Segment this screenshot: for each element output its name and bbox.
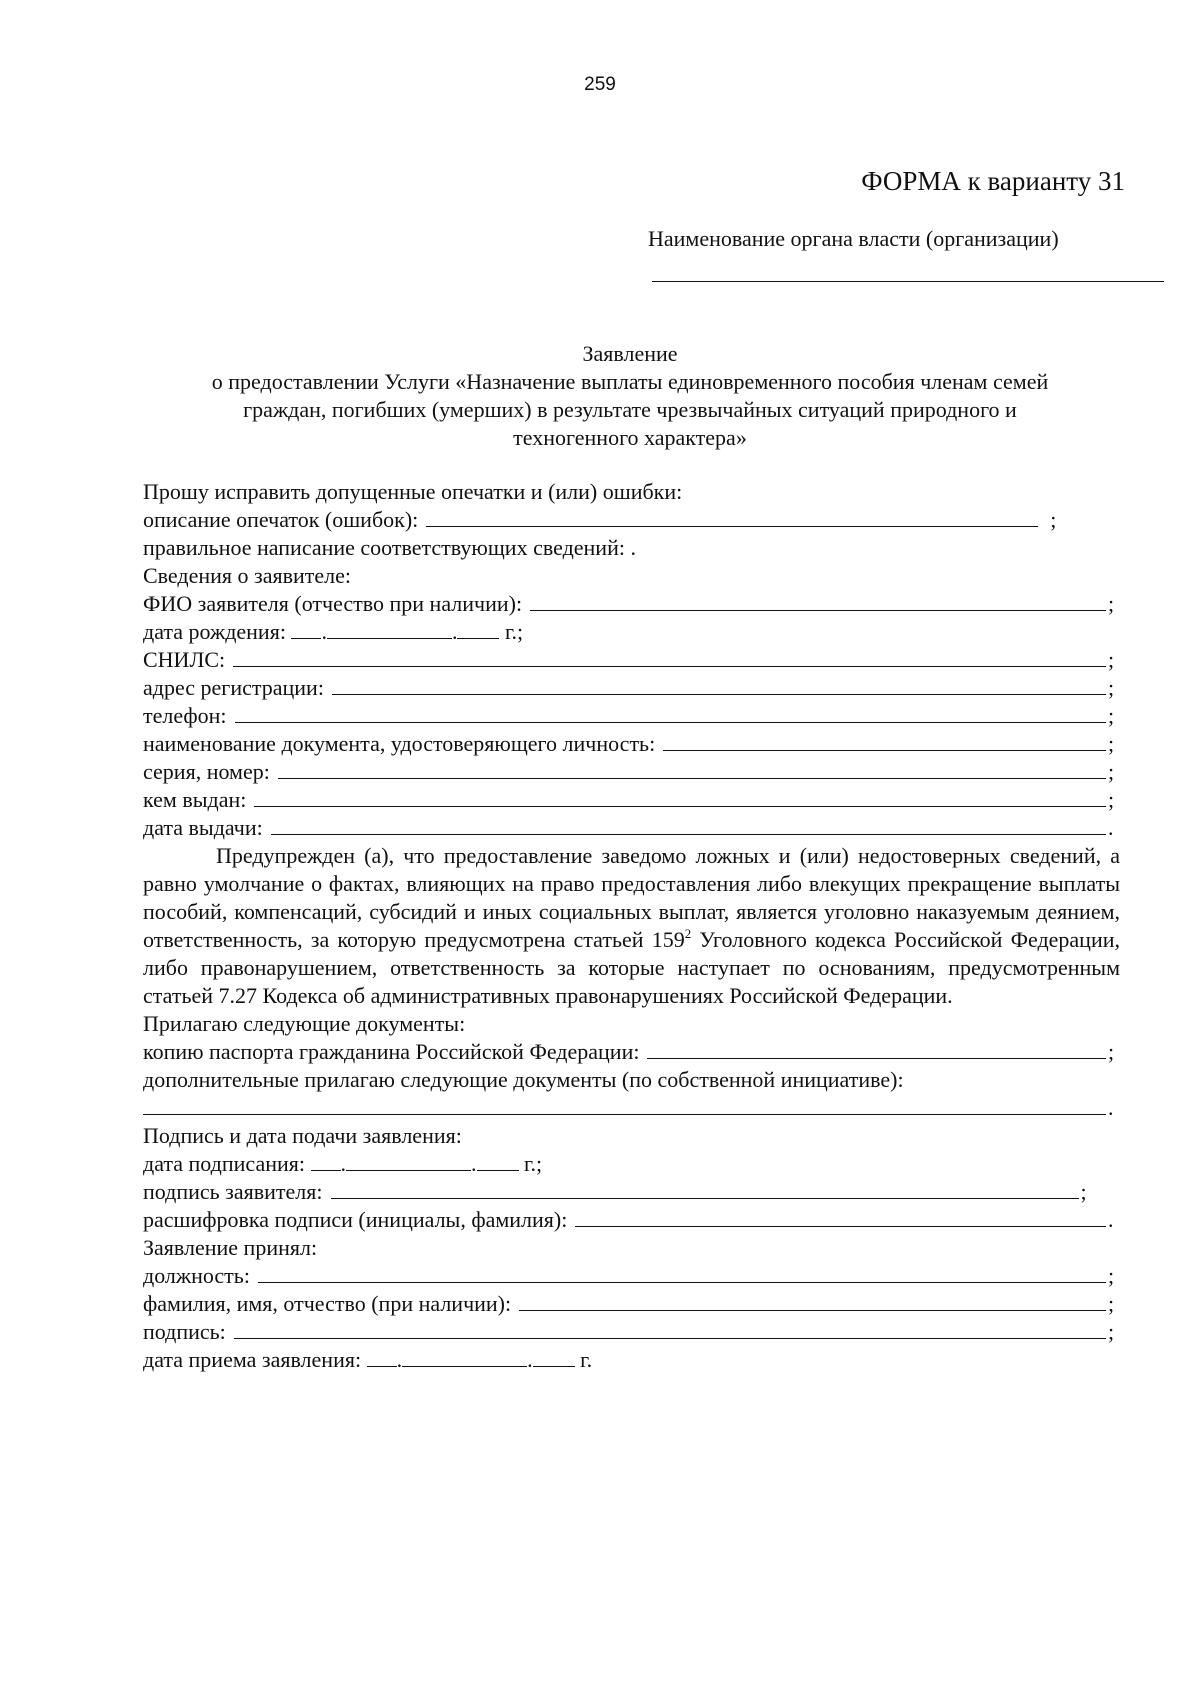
accept-month-field[interactable] bbox=[402, 1346, 527, 1367]
issued-by-row: кем выдан: ; bbox=[143, 787, 1115, 812]
correct-line: правильное написание соответствующих сведений: . bbox=[143, 535, 636, 560]
address-field[interactable] bbox=[332, 674, 1106, 695]
issued-by-field[interactable] bbox=[254, 786, 1106, 807]
phone-label: телефон: bbox=[143, 703, 227, 728]
doc-name-label: наименование документа, удостоверяющего личность: bbox=[143, 731, 656, 756]
birth-date-row: дата рождения: . . г.; bbox=[143, 619, 524, 644]
issue-date-label: дата выдачи: bbox=[143, 815, 263, 840]
sign-year-field[interactable] bbox=[477, 1150, 519, 1171]
sign-decode-row: расшифровка подписи (инициалы, фамилия): . bbox=[143, 1207, 1114, 1232]
fio-label: ФИО заявителя (отчество при наличии): bbox=[143, 591, 523, 616]
attach-heading: Прилагаю следующие документы: bbox=[143, 1011, 466, 1036]
address-label: адрес регистрации: bbox=[143, 675, 324, 700]
passport-copy-row: копию паспорта гражданина Российской Федерации: ; bbox=[143, 1039, 1115, 1064]
snils-field[interactable] bbox=[233, 646, 1106, 667]
applicant-sign-field[interactable] bbox=[331, 1178, 1079, 1199]
applicant-sign-label: подпись заявителя: bbox=[143, 1179, 323, 1204]
typo-desc-field[interactable] bbox=[426, 506, 1038, 527]
phone-row: телефон: ; bbox=[143, 703, 1115, 728]
form-body bbox=[143, 478, 1120, 1374]
accept-date-label: дата приема заявления: bbox=[143, 1347, 362, 1372]
full-name-label: фамилия, имя, отчество (при наличии): bbox=[143, 1291, 512, 1316]
signature-label: подпись: bbox=[143, 1319, 226, 1344]
sign-month-field[interactable] bbox=[346, 1150, 471, 1171]
additional-docs-field[interactable] bbox=[143, 1094, 1106, 1115]
typo-desc-label: описание опечаток (ошибок): bbox=[143, 507, 419, 532]
warning-paragraph: Предупрежден (а), что предоставление заведомо ложных и (или) недостоверных сведений, а равно умолчание о фактах, влияющих на право предоставления либо влекущих прекращение выплаты пособий, компенсаций, субсидий и иных социальных выплат, является уголовно наказуемым деянием, ответственность, за которую предусмотрена статьей $159^2$ Уголовного кодекса Российской Федерации, либо правонарушением, ответственность за которые наступает по основаниям, предусмотренным статьей 7.27 Кодекса об административных правонарушениях Российской Федерации. bbox=[143, 843, 1120, 1008]
position-label: должность: bbox=[143, 1263, 250, 1288]
sign-date-label: дата подписания: bbox=[143, 1151, 305, 1176]
birth-date-label: дата рождения: bbox=[143, 619, 286, 644]
accept-day-field[interactable] bbox=[367, 1346, 397, 1367]
passport-copy-field[interactable] bbox=[647, 1038, 1106, 1059]
org-name-field[interactable] bbox=[652, 281, 1164, 282]
fio-field[interactable] bbox=[530, 590, 1106, 611]
issue-date-row: дата выдачи: . bbox=[143, 815, 1114, 840]
sign-date-row: дата подписания: . . г.; bbox=[143, 1151, 543, 1176]
accepted-heading: Заявление принял: bbox=[143, 1235, 318, 1260]
sign-decode-label: расшифровка подписи (инициалы, фамилия): bbox=[143, 1207, 568, 1232]
address-row: адрес регистрации: ; bbox=[143, 675, 1115, 700]
signature-field[interactable] bbox=[234, 1318, 1106, 1339]
snils-row: СНИЛС: ; bbox=[143, 647, 1115, 672]
additional-docs-label-row: дополнительные прилагаю следующие документы (по собственной инициативе): bbox=[143, 1067, 904, 1092]
title-line-3: граждан, погибших (умерших) в результате чрезвычайных ситуаций природного и bbox=[243, 397, 1017, 422]
footnote-sup: 2 bbox=[684, 926, 692, 941]
signature-row: подпись: ; bbox=[143, 1319, 1115, 1344]
birth-year-field[interactable] bbox=[457, 618, 499, 639]
fio-row: ФИО заявителя (отчество при наличии): ; bbox=[143, 591, 1115, 616]
series-row: серия, номер: ; bbox=[143, 759, 1115, 784]
issue-date-field[interactable] bbox=[271, 814, 1106, 835]
full-name-row: фамилия, имя, отчество (при наличии): ; bbox=[143, 1291, 1115, 1316]
applicant-info-heading: Сведения о заявителе: bbox=[143, 563, 352, 588]
doc-name-row: наименование документа, удостоверяющего личность: ; bbox=[143, 731, 1115, 756]
birth-day-field[interactable] bbox=[291, 618, 321, 639]
sign-heading: Подпись и дата подачи заявления: bbox=[143, 1123, 462, 1148]
form-label: ФОРМА к варианту 31 bbox=[861, 166, 1125, 196]
accept-year-field[interactable] bbox=[533, 1346, 575, 1367]
title-line-4: техногенного характера» bbox=[513, 425, 747, 450]
full-name-field[interactable] bbox=[519, 1290, 1106, 1311]
org-label: Наименование органа власти (организации) bbox=[648, 226, 1059, 251]
accept-date-row: дата приема заявления: . . г. bbox=[143, 1347, 593, 1372]
phone-field[interactable] bbox=[235, 702, 1106, 723]
applicant-sign-row: подпись заявителя: ; bbox=[143, 1179, 1087, 1204]
sign-decode-field[interactable] bbox=[575, 1206, 1106, 1227]
request-line: Прошу исправить допущенные опечатки и (или) ошибки: bbox=[143, 479, 683, 504]
typo-desc-row: описание опечаток (ошибок): ; bbox=[143, 507, 1057, 532]
document-title bbox=[140, 340, 1120, 452]
title-line-1: Заявление bbox=[582, 341, 678, 366]
birth-month-field[interactable] bbox=[327, 618, 452, 639]
sign-day-field[interactable] bbox=[311, 1150, 341, 1171]
issued-by-label: кем выдан: bbox=[143, 787, 247, 812]
page-number: 259 bbox=[584, 74, 616, 95]
title-line-2: о предоставлении Услуги «Назначение выплаты единовременного пособия членам семей bbox=[211, 369, 1049, 394]
series-label: серия, номер: bbox=[143, 759, 270, 784]
doc-name-field[interactable] bbox=[663, 730, 1106, 751]
position-row: должность: ; bbox=[143, 1263, 1115, 1288]
passport-copy-label: копию паспорта гражданина Российской Федерации: bbox=[143, 1039, 640, 1064]
position-field[interactable] bbox=[258, 1262, 1106, 1283]
additional-docs-row: . bbox=[143, 1094, 1120, 1122]
snils-label: СНИЛС: bbox=[143, 647, 226, 672]
series-field[interactable] bbox=[278, 758, 1106, 779]
